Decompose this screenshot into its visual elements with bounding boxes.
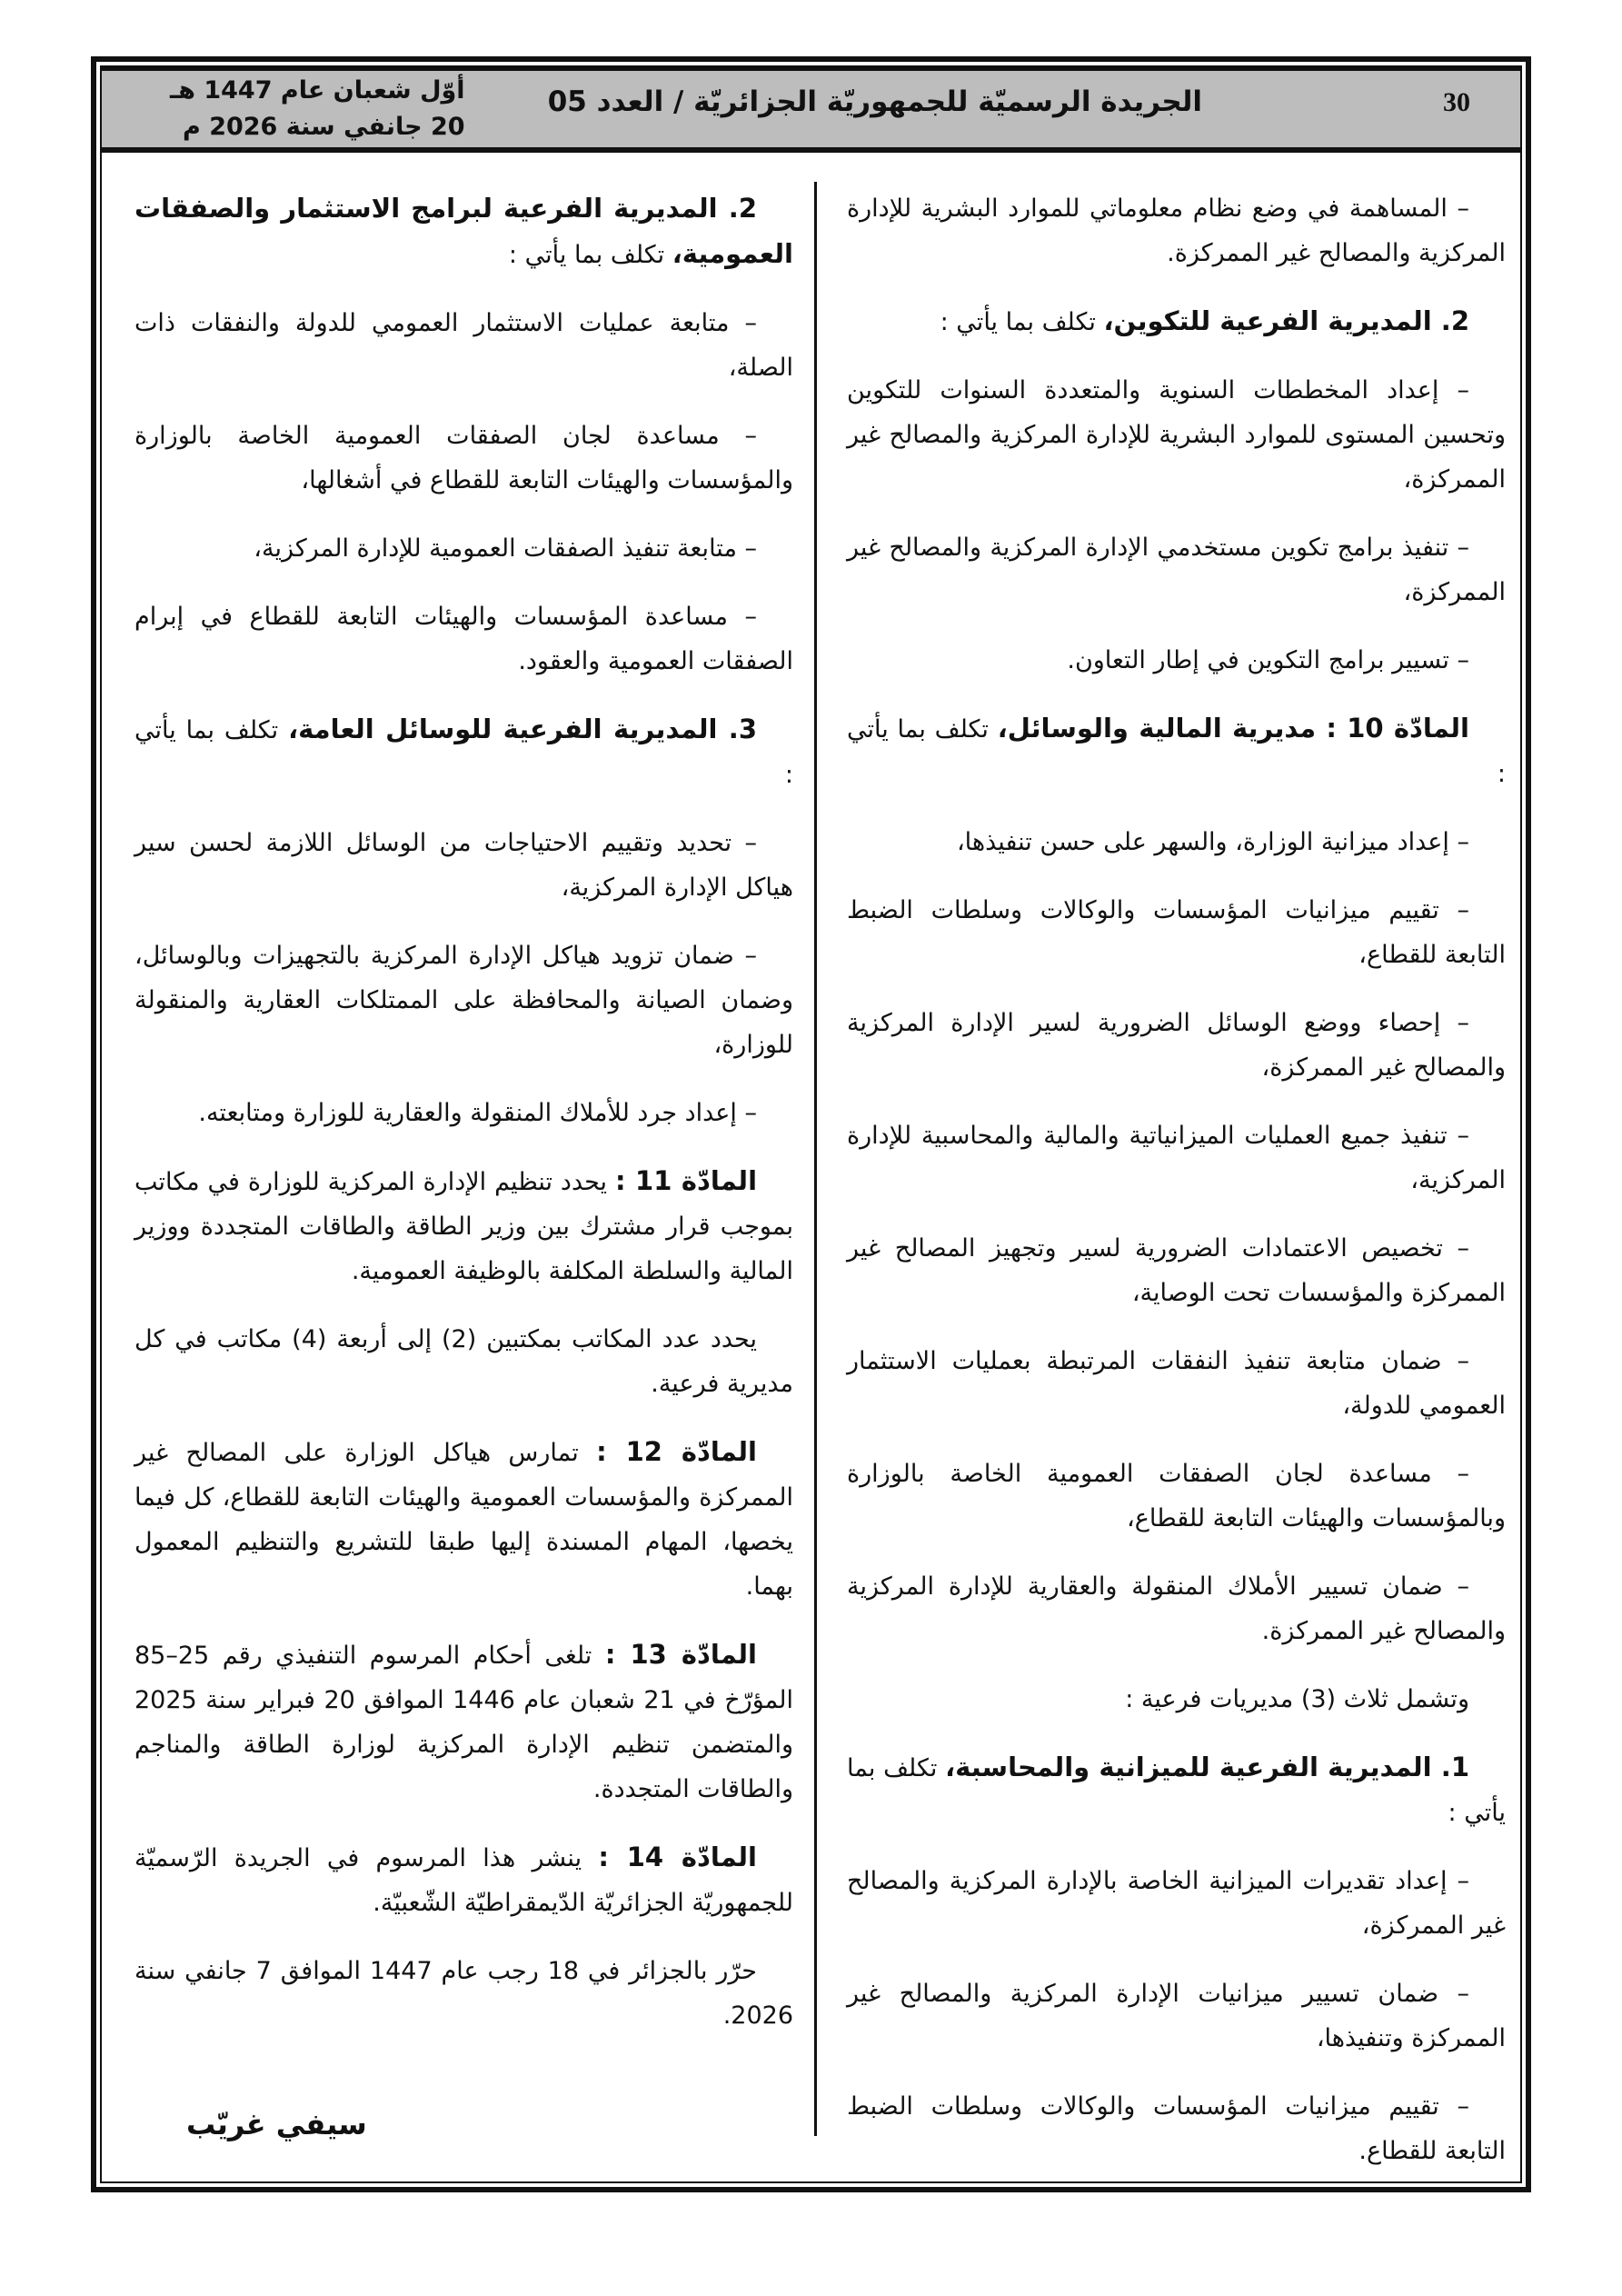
article-heading-paragraph xyxy=(847,299,1506,344)
paragraph xyxy=(847,1339,1506,1428)
paragraph xyxy=(847,1564,1506,1653)
article-heading-paragraph xyxy=(134,1159,793,1293)
article-heading-paragraph xyxy=(847,1745,1506,1835)
article-heading-paragraph xyxy=(847,706,1506,796)
paragraph-text: – تنفيذ جميع العمليات الميزانياتية والمالية والمحاسبية للإدارة المركزية، xyxy=(847,1122,1506,1194)
bold-heading: المادّة 10 : مديرية المالية والوسائل، xyxy=(997,713,1469,744)
paragraph xyxy=(847,2084,1506,2173)
paragraph xyxy=(847,1001,1506,1090)
bold-heading: المادّة 12 : xyxy=(596,1436,757,1467)
paragraph-text: – إعداد المخططات السنوية والمتعددة السنوات للتكوين وتحسين المستوى للموارد البشرية للإدارة المركزية والمصالح غير الممركزة، xyxy=(847,376,1506,494)
paragraph xyxy=(134,1949,793,2038)
left-column xyxy=(134,186,793,2061)
paragraph xyxy=(847,1452,1506,1541)
paragraph-text: – ضمان تسيير ميزانيات الإدارة المركزية والمصالح غير الممركزة وتنفيذها، xyxy=(847,1980,1506,2052)
paragraph-text: حرّر بالجزائر في 18 رجب عام 1447 الموافق 7 جانفي سنة 2026. xyxy=(134,1957,793,2030)
paragraph xyxy=(847,368,1506,502)
paragraph xyxy=(134,1091,793,1135)
article-heading-paragraph xyxy=(134,1430,793,1609)
bold-heading: المادّة 13 : xyxy=(604,1639,757,1670)
paragraph-text: – ضمان متابعة تنفيذ النفقات المرتبطة بعمليات الاستثمار العمومي للدولة، xyxy=(847,1347,1506,1420)
bold-heading: 3. المديرية الفرعية للوسائل العامة، xyxy=(288,714,758,744)
paragraph-text: – تنفيذ برامج تكوين مستخدمي الإدارة المركزية والمصالح غير الممركزة، xyxy=(847,534,1506,606)
paragraph-text: تكلف بما يأتي : xyxy=(508,241,672,269)
page-number: 30 xyxy=(1443,87,1470,117)
date-hijri: أوّل شعبان عام 1447 هـ xyxy=(170,76,465,105)
paragraph-text: – إعداد تقديرات الميزانية الخاصة بالإدارة المركزية والمصالح غير الممركزة، xyxy=(847,1867,1506,1940)
paragraph-text: – تحديد وتقييم الاحتياجات من الوسائل اللازمة لحسن سير هياكل الإدارة المركزية، xyxy=(134,829,793,902)
right-column xyxy=(847,186,1506,2197)
paragraph xyxy=(847,1859,1506,1948)
paragraph-text: تكلف بما يأتي : xyxy=(940,308,1104,336)
article-heading-paragraph xyxy=(134,1835,793,1925)
date-gregorian: 20 جانفي سنة 2026 م xyxy=(182,113,465,141)
journal-title: الجريدة الرسميّة للجمهوريّة الجزائريّة / العدد 05 xyxy=(547,85,1202,118)
bold-heading: 1. المديرية الفرعية للميزانية والمحاسبة، xyxy=(945,1752,1469,1782)
paragraph-text: تكلف بما يأتي : xyxy=(847,1754,1506,1827)
paragraph xyxy=(847,525,1506,614)
paragraph-text: – ضمان تسيير الأملاك المنقولة والعقارية للإدارة المركزية والمصالح غير الممركزة. xyxy=(847,1572,1506,1645)
paragraph-text: يحدد عدد المكاتب بمكتبين (2) إلى أربعة (4) مكاتب في كل مديرية فرعية. xyxy=(134,1325,793,1398)
article-heading-paragraph xyxy=(134,186,793,277)
issue-date xyxy=(170,73,465,145)
paragraph-text: – إحصاء ووضع الوسائل الضرورية لسير الإدارة المركزية والمصالح غير الممركزة، xyxy=(847,1009,1506,1082)
bold-heading: 2. المديرية الفرعية للتكوين، xyxy=(1103,305,1469,336)
paragraph xyxy=(134,526,793,571)
paragraph-text: – المساهمة في وضع نظام معلوماتي للموارد البشرية للإدارة المركزية والمصالح غير الممركزة. xyxy=(847,195,1506,267)
paragraph xyxy=(134,933,793,1067)
paragraph-text: تكلف بما يأتي : xyxy=(134,716,793,789)
paragraph-text: – إعداد ميزانية الوزارة، والسهر على حسن تنفيذها، xyxy=(956,828,1469,856)
paragraph-text: – مساعدة المؤسسات والهيئات التابعة للقطاع في إبرام الصفقات العمومية والعقود. xyxy=(134,603,793,675)
paragraph xyxy=(847,820,1506,864)
bold-heading: المادّة 11 : xyxy=(615,1165,758,1196)
paragraph-text: – ضمان تزويد هياكل الإدارة المركزية بالتجهيزات وبالوسائل، وضمان الصيانة والمحافظة على الممتلكات العقارية والمنقولة للوزارة، xyxy=(134,942,793,1059)
paragraph xyxy=(134,1317,793,1406)
paragraph-text: – متابعة تنفيذ الصفقات العمومية للإدارة المركزية، xyxy=(254,534,757,563)
article-heading-paragraph xyxy=(134,707,793,797)
paragraph-text: – مساعدة لجان الصفقات العمومية الخاصة بالوزارة وبالمؤسسات والهيئات التابعة للقطاع، xyxy=(847,1460,1506,1532)
paragraph-text: – إعداد جرد للأملاك المنقولة والعقارية للوزارة ومتابعته. xyxy=(198,1099,757,1127)
paragraph xyxy=(847,1226,1506,1315)
paragraph-text: – تخصيص الاعتمادات الضرورية لسير وتجهيز المصالح غير الممركزة والمؤسسات تحت الوصاية، xyxy=(847,1234,1506,1307)
paragraph-text: – تسيير برامج التكوين في إطار التعاون. xyxy=(1067,646,1469,674)
article-heading-paragraph xyxy=(134,1632,793,1812)
paragraph-text: – تقييم ميزانيات المؤسسات والوكالات وسلطات الضبط التابعة للقطاع. xyxy=(847,2092,1506,2165)
column-divider xyxy=(814,182,817,2136)
paragraph xyxy=(134,301,793,390)
paragraph xyxy=(847,1972,1506,2061)
paragraph-text: – متابعة عمليات الاستثمار العمومي للدولة والنفقات ذات الصلة، xyxy=(134,309,793,382)
bold-heading: المادّة 14 : xyxy=(598,1842,757,1872)
paragraph-text: يحدد تنظيم الإدارة المركزية للوزارة في مكاتب بموجب قرار مشترك بين وزير الطاقة والطاقات المتجددة ووزير المالية والسلطة المكلفة بالوظيفة العمومية. xyxy=(134,1168,793,1285)
paragraph xyxy=(847,1677,1506,1722)
paragraph xyxy=(134,414,793,503)
page-header xyxy=(102,65,1520,153)
paragraph-text: وتشمل ثلاث (3) مديريات فرعية : xyxy=(1125,1685,1469,1713)
bold-heading: 2. المديرية الفرعية لبرامج الاستثمار والصفقات العمومية، xyxy=(134,193,793,269)
paragraph-text: تكلف بما يأتي : xyxy=(847,715,1506,788)
paragraph xyxy=(134,594,793,684)
paragraph xyxy=(847,888,1506,977)
paragraph-text: ينشر هذا المرسوم في الجريدة الرّسميّة للجمهوريّة الجزائريّة الدّيمقراطيّة الشّعبيّة. xyxy=(134,1844,793,1917)
paragraph xyxy=(847,638,1506,683)
paragraph xyxy=(847,1113,1506,1203)
paragraph-text: تمارس هياكل الوزارة على المصالح غير الممركزة والمؤسسات العمومية والهيئات التابعة للقطاع، كل فيما يخصها، المهام المسندة إليها طبقا للتشريع والتنظيم المعمول بهما. xyxy=(134,1439,793,1601)
paragraph-text: – مساعدة لجان الصفقات العمومية الخاصة بالوزارة والمؤسسات والهيئات التابعة للقطاع في أشغالها، xyxy=(134,422,793,494)
paragraph xyxy=(847,186,1506,275)
paragraph xyxy=(134,821,793,910)
paragraph-text: – تقييم ميزانيات المؤسسات والوكالات وسلطات الضبط التابعة للقطاع، xyxy=(847,896,1506,969)
paragraph-text: تلغى أحكام المرسوم التنفيذي رقم 25–85 المؤرّخ في 21 شعبان عام 1446 الموافق 20 فبراير سنة 2025 والمتضمن تنظيم الإدارة المركزية لوزارة الطاقة والمناجم والطاقات المتجددة. xyxy=(134,1642,793,1803)
signature: سيفي غريّب xyxy=(186,2107,367,2141)
